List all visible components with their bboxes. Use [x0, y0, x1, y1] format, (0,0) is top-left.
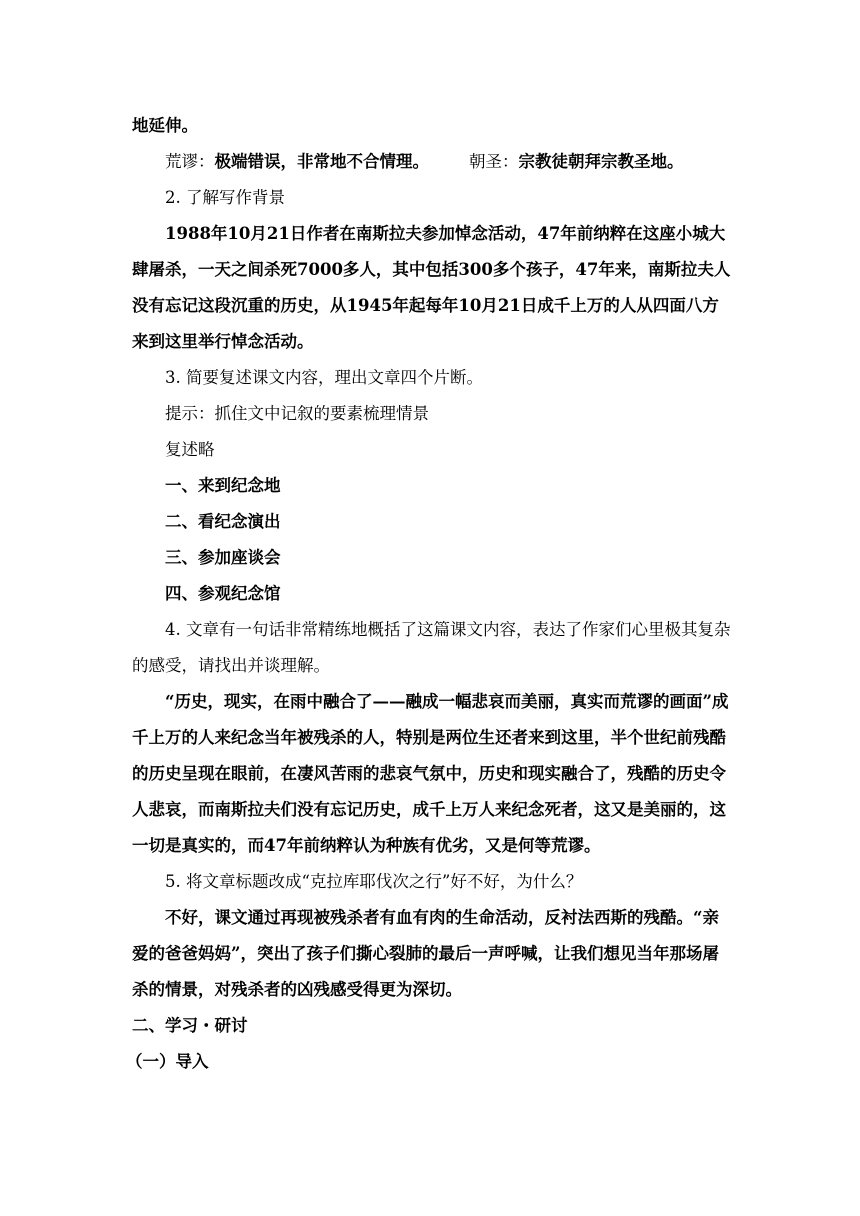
background-paragraph: 1988年10月21日作者在南斯拉夫参加悼念活动，47年前纳粹在这座小城大肆屠杀，一天之间杀死7000多人，其中包括300多个孩子，47年来，南斯拉夫人没有忘记这段沉重的历史，从1945年起每年10月21日成千上万的人从四面八方来到这里举行悼念活动。: [132, 224, 731, 351]
heading-retell: 3. 简要复述课文内容，理出文章四个片断。: [165, 368, 483, 387]
question-5: 5. 将文章标题改成“克拉库耶伐次之行”好不好，为什么？: [165, 872, 583, 891]
heading-background: 2. 了解写作背景: [165, 188, 285, 207]
paragraph-continuation: 地延伸。: [132, 116, 198, 135]
term-pilgrimage-definition: 宗教徒朝拜宗教圣地。: [518, 152, 684, 171]
retell-note: 复述略: [165, 440, 215, 459]
subsection-intro: （一）导入: [126, 1052, 209, 1071]
segment-3: 三、参加座谈会: [165, 548, 281, 567]
term-absurd: 荒谬：: [165, 152, 215, 171]
page-content: [126, 108, 732, 1080]
tip-line: 提示：抓住文中记叙的要素梳理情景: [165, 404, 429, 423]
question-4: 4. 文章有一句话非常精练地概括了这篇课文内容，表达了作家们心里极其复杂的感受，请找出并谈理解。: [132, 620, 731, 675]
term-pilgrimage: 朝圣：: [469, 152, 519, 171]
segment-1: 一、来到纪念地: [165, 476, 281, 495]
segment-2: 二、看纪念演出: [165, 512, 281, 531]
term-absurd-definition: 极端错误，非常地不合情理。: [214, 152, 429, 171]
answer-4: “历史，现实，在雨中融合了——融成一幅悲哀而美丽，真实而荒谬的画面”成千上万的人来纪念当年被残杀的人，特别是两位生还者来到这里，半个世纪前残酷的历史呈现在眼前，在凄风苦雨的悲哀气氛中，历史和现实融合了，残酷的历史令人悲哀，而南斯拉夫们没有忘记历史，成千上万人来纪念死者，这又是美丽的，这一切是真实的，而47年前纳粹认为种族有优劣，又是何等荒谬。: [132, 692, 729, 855]
answer-5: 不好，课文通过再现被残杀者有血有肉的生命活动，反衬法西斯的残酷。“亲爱的爸爸妈妈”，突出了孩子们撕心裂肺的最后一声呼喊，让我们想见当年那场屠杀的情景，对残杀者的凶残感受得更为深切。: [132, 908, 719, 999]
section-heading-study: 二、学习・研讨: [132, 1016, 248, 1035]
definitions-line: [132, 144, 732, 180]
segment-4: 四、参观纪念馆: [165, 584, 281, 603]
